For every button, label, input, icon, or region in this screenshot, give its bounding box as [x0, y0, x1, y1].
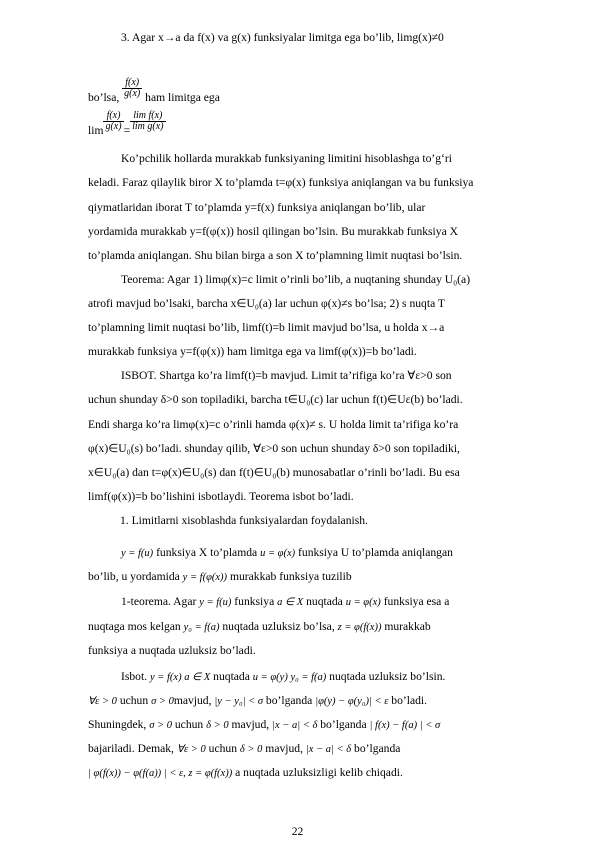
text-line: yordamida murakkab y=f(φ(x)) hosil qilingan bo’lsin. Bu murakkab funksiya X	[88, 225, 458, 238]
text-line	[88, 76, 220, 105]
formula: | f(x) − f(a) | < σ	[369, 720, 441, 731]
text-fragment: bajariladi. Demak,	[88, 742, 174, 755]
formula: u = φ(x)	[260, 548, 296, 559]
text-line: x∈U₀(a) dan t=φ(x)∈U₀(s) dan f(t)∈U₀(b) munosabatlar o’rinli bo’ladi. Bu esa	[88, 466, 460, 479]
formula: y = f(x) a ∈ X	[150, 672, 211, 683]
formula: y = f(u)	[121, 548, 154, 559]
formula: y = f(u)	[199, 597, 232, 608]
text-fragment: murakkab	[384, 620, 431, 633]
text-fragment: bo’lsa,	[88, 91, 120, 104]
text-line: murakkab funksiya y=f(φ(x)) ham limitga ega va limf(φ(x))=b bo’ladi.	[88, 345, 417, 358]
text-line: atrofi mavjud bo’lsaki, barcha x∈U₀(a) lar uchun φ(x)≠s bo’lsa; 2) s nuqta T	[88, 297, 445, 310]
fraction-numerator: lim f(x)	[133, 109, 163, 121]
text-fragment: funksiya U to’plamda aniqlangan	[298, 546, 453, 559]
formula: σ > 0	[149, 720, 172, 731]
text-fragment: uchun	[208, 742, 238, 755]
text-line: 3. Agar x→a da f(x) va g(x) funksiyalar limitga ega bo’lib, limg(x)≠0	[121, 31, 444, 44]
text-fragment: funksiya	[234, 595, 275, 608]
text-fragment: mavjud,	[173, 694, 212, 707]
text-line: to’plamning limit nuqtasi bo’lib, limf(t)=b limit mavjud bo’lsa, u holda x→a	[88, 321, 445, 334]
text-fragment: uchun	[174, 718, 204, 731]
formula: z = φ(f(x))	[337, 622, 382, 633]
equals-sign: =	[123, 124, 131, 137]
text-line: limf(φ(x))=b bo’lishini isbotlaydi. Teorema isbot bo’ladi.	[88, 490, 354, 503]
formula: a ∈ X	[277, 597, 304, 608]
text-line	[88, 718, 440, 733]
fraction	[103, 111, 123, 132]
text-fragment: funksiya X to’plamda	[156, 546, 258, 559]
text-fragment: mavjud,	[265, 742, 303, 755]
text-line	[88, 620, 431, 635]
text-fragment: nuqtada uzluksiz bo’lsin.	[329, 670, 446, 683]
text-line	[88, 694, 427, 709]
text-line: Teorema: Agar 1) limφ(x)=c limit o’rinli bo’lib, a nuqtaning shunday U₀(a)	[121, 273, 471, 286]
text-line: qiymatlaridan iborat T to’plamda y=f(x) funksiya aniqlangan bo’lib, ular	[88, 201, 426, 214]
text-line: Ko’pchilik hollarda murakkab funksiyaning limitini hisoblashga to’g‘ri	[121, 152, 453, 165]
formula: |y − y₀| < σ	[214, 696, 264, 707]
text-fragment: bo’ladi.	[391, 694, 428, 707]
numbered-heading: 1. Limitlarni xisoblashda funksiyalardan foydalanish.	[120, 514, 368, 527]
text-fragment: nuqtada	[306, 595, 343, 608]
text-fragment: bo’lganda	[265, 694, 313, 707]
text-fragment: Isbot.	[121, 670, 148, 683]
fraction-numerator: f(x)	[125, 76, 140, 88]
text-fragment: nuqtada	[213, 670, 250, 683]
lim-label: lim	[88, 124, 104, 137]
formula: ∀ε > 0	[176, 744, 206, 755]
text-line: Endi sharga ko’ra limφ(x)=c o’rinli hamda φ(x)≠ s. U holda limit ta’rifiga ko’ra	[88, 418, 459, 431]
text-fragment: uchun	[119, 694, 149, 707]
formula: | φ(f(x)) − φ(f(a)) | < ε, z = φ(f(x))	[88, 768, 233, 779]
formula-line	[88, 109, 166, 138]
fraction-denominator: lim g(x)	[132, 120, 164, 132]
fraction-denominator: g(x)	[105, 120, 122, 132]
text-fragment: nuqtaga mos kelgan	[88, 620, 181, 633]
page-number: 22	[291, 825, 304, 838]
formula: |φ(y) − φ(y₀)| < ε	[315, 696, 389, 707]
text-fragment: a nuqtada uzluksizligi kelib chiqadi.	[235, 766, 403, 779]
formula: σ > 0	[151, 696, 174, 707]
formula: u = φ(y) y₀ = f(a)	[252, 672, 327, 683]
text-line	[88, 570, 352, 585]
formula: δ > 0	[206, 720, 229, 731]
formula: δ > 0	[239, 744, 263, 755]
text-line: ISBOT. Shartga ko’ra limf(t)=b mavjud. Limit ta’rifiga ko’ra ∀ε>0 son	[121, 369, 452, 382]
text-line	[121, 670, 445, 685]
text-fragment: funksiya esa a	[383, 595, 450, 608]
fraction-numerator: f(x)	[106, 109, 121, 121]
text-line	[88, 742, 400, 757]
fraction	[122, 78, 142, 99]
text-fragment: ham limitga ega	[145, 91, 220, 104]
formula: ∀ε > 0	[88, 696, 117, 707]
text-fragment: bo’lganda	[354, 742, 401, 755]
text-line	[121, 546, 453, 561]
text-line: φ(x)∈U₀(s) bo’ladi. shunday qilib, ∀ε>0 son uchun shunday δ>0 son topiladiki,	[88, 442, 460, 455]
text-line: to’plamda aniqlangan. Shu bilan birga a son X to’plamning limit nuqtasi bo’lsin.	[88, 249, 463, 262]
text-fragment: mavjud,	[231, 718, 270, 731]
formula: |x − a| < δ	[305, 744, 352, 755]
formula: u = φ(x)	[345, 597, 381, 608]
formula: |x − a| < δ	[272, 720, 318, 731]
text-line: funksiya a nuqtada uzluksiz bo’ladi.	[88, 644, 256, 657]
text-fragment: Shuningdek,	[88, 718, 147, 731]
formula: y₀ = f(a)	[183, 622, 220, 633]
text-fragment: bo’lib, u yordamida	[88, 570, 180, 583]
fraction-denominator: g(x)	[124, 87, 141, 99]
text-line: keladi. Faraz qilaylik biror X to’plamda t=φ(x) funksiya aniqlangan va bu funksiya	[88, 176, 474, 189]
formula: y = f(φ(x))	[182, 572, 228, 583]
text-line	[88, 766, 403, 781]
text-fragment: bo’lganda	[320, 718, 367, 731]
text-fragment: murakkab funksiya tuzilib	[229, 570, 352, 583]
text-fragment: 1-teorema. Agar	[121, 595, 197, 608]
text-fragment: nuqtada uzluksiz bo’lsa,	[222, 620, 335, 633]
fraction	[130, 111, 165, 132]
text-line: uchun shunday δ>0 son topiladiki, barcha t∈U₀(c) lar uchun f(t)∈Uε(b) bo’ladi.	[88, 393, 463, 406]
text-line	[121, 595, 449, 610]
